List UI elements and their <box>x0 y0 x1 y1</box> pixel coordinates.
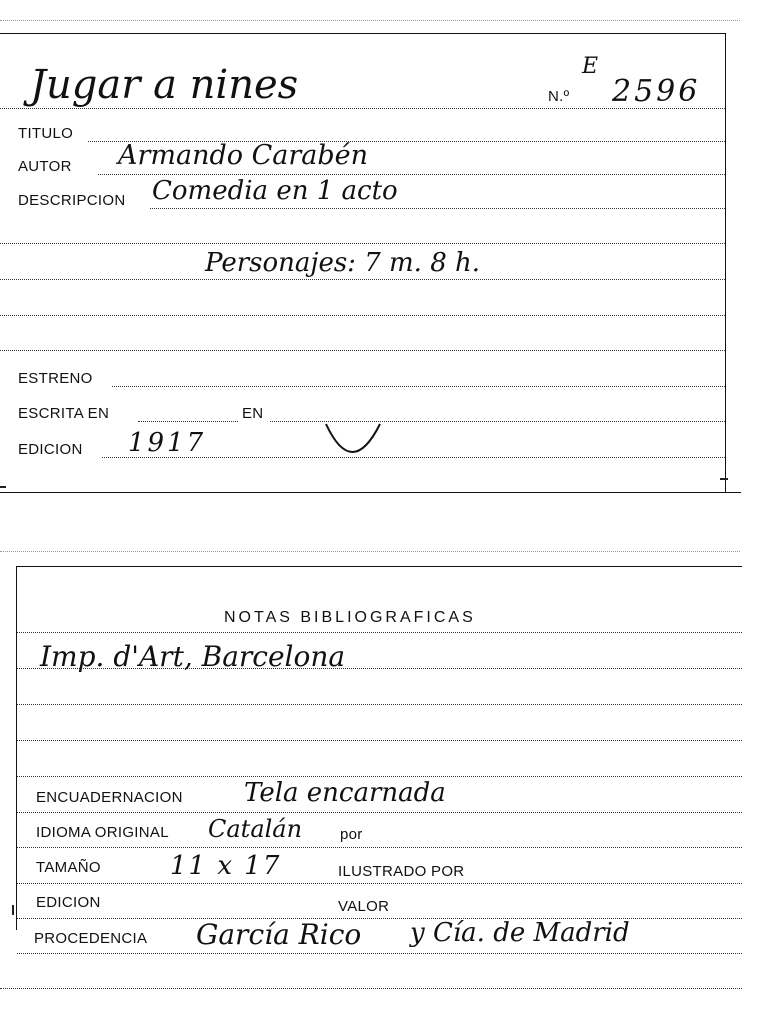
scan-speck <box>0 486 6 488</box>
edicion-label: EDICION <box>18 441 83 458</box>
card-right-border <box>725 33 726 493</box>
rule-line <box>17 632 742 633</box>
number-label: N.º <box>548 88 570 105</box>
encuadernacion-label: ENCUADERNACION <box>36 789 183 806</box>
scan-speck <box>720 478 728 480</box>
valor-label: VALOR <box>338 898 390 915</box>
personajes-value: Personajes: 7 m. 8 h. <box>205 248 481 278</box>
escrita-en-label: ESCRITA EN <box>18 405 110 422</box>
idioma-original-value: Catalán <box>208 815 303 843</box>
descripcion-value: Comedia en 1 acto <box>152 176 398 206</box>
rule-line <box>17 776 742 777</box>
procedencia-label: PROCEDENCIA <box>34 930 148 947</box>
rule-line <box>0 988 742 989</box>
por-label: por <box>340 826 363 843</box>
autor-value: Armando Carabén <box>118 140 369 171</box>
rule-line <box>17 812 742 813</box>
rule-line <box>0 279 725 280</box>
notes-line-1: Imp. d'Art, Barcelona <box>40 640 346 673</box>
rule-line <box>150 208 725 209</box>
card-left-border <box>16 566 17 930</box>
card-top-border <box>0 33 726 34</box>
rule-line <box>0 108 725 109</box>
card-top-border <box>16 566 742 567</box>
procedencia-value: García Rico <box>196 918 362 951</box>
rule-line <box>0 315 725 316</box>
idioma-original-label: IDIOMA ORIGINAL <box>36 824 169 841</box>
edicion-label: EDICION <box>36 894 101 911</box>
scan-noise-line <box>0 551 740 552</box>
card-bottom-border <box>0 492 741 493</box>
number-value: 2596 <box>612 74 701 109</box>
titulo-label: TITULO <box>18 125 74 142</box>
rule-line <box>17 883 742 884</box>
rule-line <box>17 704 742 705</box>
estreno-label: ESTRENO <box>18 370 93 387</box>
rule-line <box>17 740 742 741</box>
punch-hole-arc <box>322 420 384 456</box>
rule-line <box>98 174 725 175</box>
rule-line <box>0 243 725 244</box>
notas-heading: NOTAS BIBLIOGRAFICAS <box>224 609 476 626</box>
procedencia-extra-value: y Cía. de Madrid <box>410 918 630 948</box>
ilustrado-por-label: ILUSTRADO POR <box>338 863 465 880</box>
encuadernacion-value: Tela encarnada <box>244 778 446 808</box>
descripcion-label: DESCRIPCION <box>18 192 126 209</box>
tamano-label: TAMAÑO <box>36 859 101 876</box>
rule-line <box>17 953 742 954</box>
scan-noise-line <box>0 20 740 21</box>
autor-label: AUTOR <box>18 158 72 175</box>
rule-line <box>138 421 238 422</box>
en-label: EN <box>242 405 264 422</box>
title-handwritten: Jugar a nines <box>30 62 299 108</box>
rule-line <box>17 918 742 919</box>
rule-line <box>112 386 725 387</box>
scan-speck <box>12 905 14 915</box>
rule-line <box>17 847 742 848</box>
number-prefix: E <box>582 54 599 79</box>
tamano-value: 11 x 17 <box>170 851 282 881</box>
rule-line <box>0 350 725 351</box>
edicion-value: 1917 <box>128 428 207 458</box>
